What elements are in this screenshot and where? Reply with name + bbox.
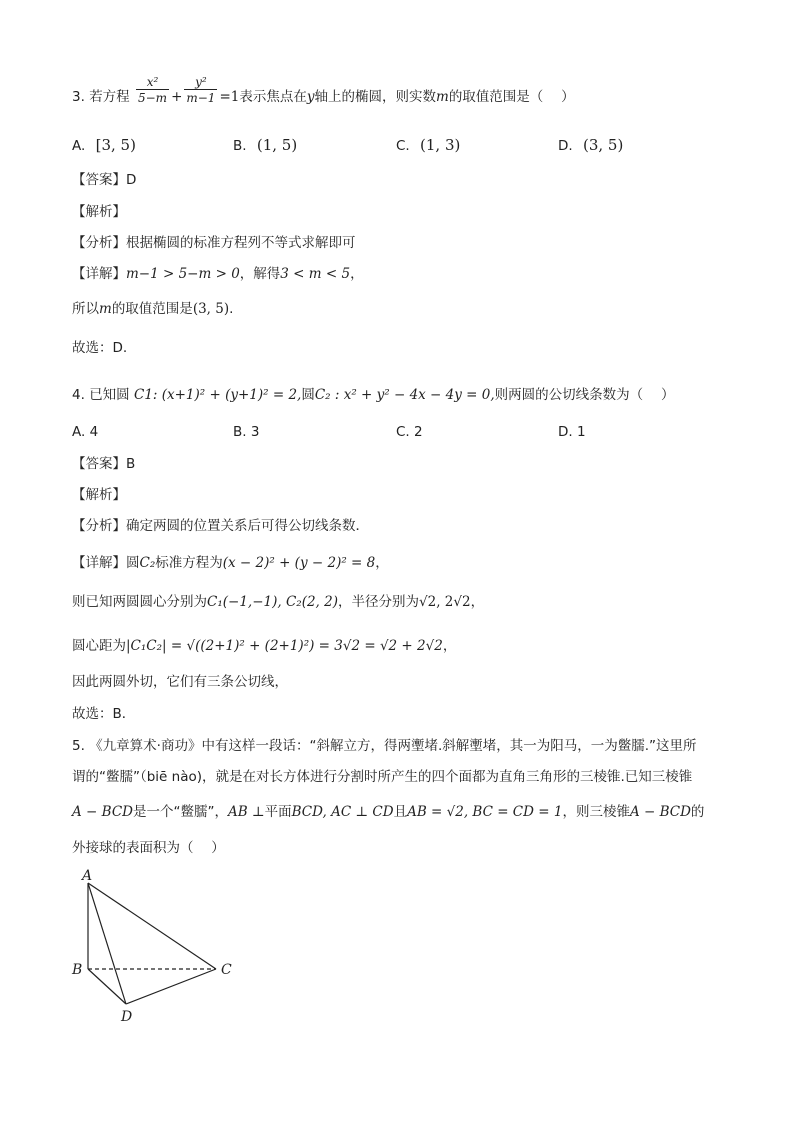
- q5-line3-c: 且: [393, 804, 408, 820]
- q5-tetra-1: A − BCD: [72, 804, 133, 820]
- q5-line3-e: 的: [690, 804, 705, 820]
- q3-frac2-denominator: m−1: [186, 91, 216, 105]
- detail-tag: 【详解】: [72, 266, 126, 282]
- q3-answer: [72, 174, 136, 188]
- answer-value: B: [126, 456, 136, 472]
- option-label: B.: [233, 424, 247, 440]
- q3-fraction-2: [184, 76, 217, 104]
- detail-mid: ，解得: [239, 266, 281, 282]
- fenxi-tag: 【分析】: [72, 235, 126, 251]
- centers-prefix: 则已知两圆圆心分别为: [72, 594, 207, 610]
- option-label: D.: [558, 138, 573, 154]
- detail-inequality: m−1 > 5−m > 0: [126, 266, 240, 282]
- edge-dc: [126, 969, 216, 1004]
- q5-lengths: AB = √2, BC = CD = 1: [407, 804, 563, 820]
- q4-fenxi: [72, 520, 369, 534]
- q4-distance: [72, 640, 456, 654]
- vertex-label-b: B: [72, 962, 83, 978]
- q5-line-4: 外接球的表面积为（ ）: [72, 840, 225, 856]
- fenxi-text: 确定两圆的位置关系后可得公切线条数．: [126, 518, 369, 534]
- q3-frac1-numerator: x²: [136, 76, 169, 90]
- q4-option-b: [233, 426, 259, 440]
- q3-fenxi: [72, 237, 356, 251]
- q3-number: 3.: [72, 89, 85, 105]
- q5-line-3: [72, 806, 704, 820]
- q4-option-c: [396, 426, 423, 440]
- q3-stem-middle2: 轴上的椭圆，则实数: [314, 89, 436, 105]
- answer-tag: 【答案】: [72, 172, 126, 188]
- q3-plus: +: [171, 89, 183, 105]
- detail-end: ，: [350, 266, 364, 282]
- q5-line1-text: 《九章算术·商功》中有这样一段话：“斜解立方，得两壍堵.斜解壍堵，其一为阳马，一为鳖臑.”这里所: [89, 738, 697, 754]
- q3-stem-middle: 表示焦点在: [239, 89, 307, 105]
- radii-math: √2, 2√2: [419, 594, 471, 610]
- option-value: 3: [250, 424, 260, 440]
- q3-detail: [72, 268, 364, 282]
- option-value: [3, 5): [95, 136, 136, 154]
- option-value: 2: [414, 424, 423, 440]
- q3-so: [72, 303, 233, 317]
- option-value: 4: [89, 424, 99, 440]
- q5-tetra-2: A − BCD: [629, 804, 691, 820]
- radius-mid: ，半径分别为: [338, 594, 419, 610]
- q3-var-y: y: [306, 89, 315, 105]
- q3-stem-suffix: 的取值范围是（ ）: [448, 89, 575, 105]
- so-end: .: [229, 301, 234, 317]
- dist-end: ，: [442, 638, 457, 654]
- q4-number: 4.: [72, 387, 85, 403]
- centers-math: C₁(−1,−1), C₂(2, 2): [207, 594, 338, 610]
- option-label: B.: [233, 138, 247, 154]
- option-value: (3, 5): [582, 136, 624, 154]
- q4-circle-c2: C₂ : x² + y² − 4x − 4y = 0,: [314, 387, 495, 403]
- q4-centers: [72, 596, 484, 610]
- edge-ac: [88, 883, 216, 969]
- q3-equals-one: =1: [219, 89, 240, 105]
- q3-var-m: m: [436, 89, 449, 105]
- q4-stem-suffix: 则两圆的公切线条数为（ ）: [494, 387, 675, 403]
- q4-conclusion: 因此两圆外切，它们有三条公切线，: [72, 674, 288, 690]
- vertex-label-a: A: [82, 868, 93, 884]
- detail-prefix: 圆: [126, 555, 140, 571]
- q5-ab-perp: AB ⊥: [227, 804, 265, 820]
- q3-analysis-tag: 【解析】: [72, 204, 126, 220]
- dist-prefix: 圆心距为: [72, 638, 126, 654]
- q5-line3-a: 是一个“鳖臑”，: [132, 804, 228, 820]
- q4-stem-prefix: 已知圆: [89, 387, 130, 403]
- option-label: D.: [558, 424, 573, 440]
- option-label: C.: [396, 138, 410, 154]
- so-middle: 的取值范围是: [111, 301, 193, 317]
- q5-line3-b: 平面: [264, 804, 292, 820]
- q3-choose: 故选：D.: [72, 340, 128, 356]
- option-value: 1: [576, 424, 586, 440]
- so-value: (3, 5): [192, 301, 230, 317]
- option-value: (1, 3): [420, 136, 461, 154]
- fenxi-tag: 【分析】: [72, 518, 126, 534]
- q3-fraction-1: [136, 76, 169, 104]
- tetrahedron-figure: [66, 868, 256, 1028]
- radius-end: ，: [470, 594, 485, 610]
- so-var: m: [99, 301, 112, 317]
- q4-analysis-tag: 【解析】: [72, 487, 126, 503]
- q4-choose: 故选：B．: [72, 706, 136, 722]
- q4-option-d: [558, 426, 586, 440]
- vertex-label-d: D: [121, 1009, 133, 1025]
- q3-frac2-numerator: y²: [184, 76, 217, 90]
- option-label: C.: [396, 424, 410, 440]
- q3-stem-prefix: 若方程: [89, 89, 130, 105]
- detail-equation: (x − 2)² + (y − 2)² = 8: [222, 555, 376, 571]
- q3-option-d: [558, 138, 623, 154]
- q4-detail: [72, 557, 389, 571]
- q5-line-1: [72, 740, 697, 754]
- q3-option-b: [233, 138, 297, 154]
- detail-c2: C₂: [139, 555, 156, 571]
- vertex-label-c: C: [221, 962, 232, 978]
- detail-tag: 【详解】: [72, 555, 126, 571]
- so-prefix: 所以: [72, 301, 99, 317]
- q4-stem: [72, 389, 674, 403]
- q4-answer: [72, 458, 135, 472]
- detail-end: ，: [375, 555, 389, 571]
- q3-option-c: [396, 138, 460, 154]
- detail-range: 3 < m < 5: [280, 266, 351, 282]
- detail-mid: 标准方程为: [155, 555, 223, 571]
- dist-expr: |C₁C₂| = √((2+1)² + (2+1)²) = 3√2 = √2 + 2√2: [126, 638, 443, 654]
- q3-stem: [72, 75, 575, 111]
- q5-plane-bcd: BCD, AC ⊥ CD: [291, 804, 394, 820]
- answer-value: D: [126, 172, 137, 188]
- answer-tag: 【答案】: [72, 456, 126, 472]
- q3-frac1-denominator: 5−m: [137, 91, 168, 105]
- q4-option-a: [72, 426, 98, 440]
- q5-line3-d: ，则三棱锥: [562, 804, 630, 820]
- q4-stem-mid: 圆: [301, 387, 315, 403]
- q5-number: 5.: [72, 738, 85, 754]
- q5-line-2: 谓的“鳖臑”（biē nào)，就是在对长方体进行分割时所产生的四个面都为直角三角形的三棱锥.已知三棱锥: [72, 769, 693, 785]
- q3-option-a: [72, 138, 136, 154]
- q4-circle-c1: C1: (x+1)² + (y+1)² = 2,: [133, 387, 302, 403]
- option-value: (1, 5): [256, 136, 298, 154]
- option-label: A.: [72, 424, 86, 440]
- option-label: A.: [72, 138, 86, 154]
- fenxi-text: 根据椭圆的标准方程列不等式求解即可: [126, 235, 356, 251]
